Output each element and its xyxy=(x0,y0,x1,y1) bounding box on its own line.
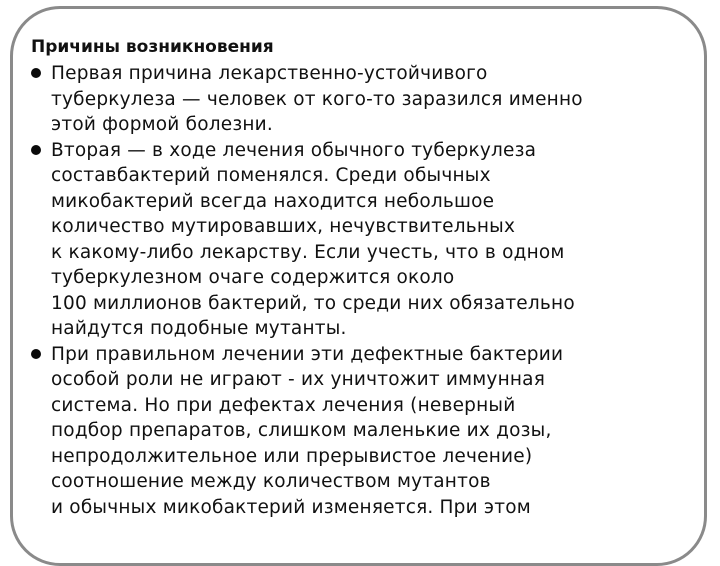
bullet-item-2 xyxy=(31,138,682,342)
bullet-line: Вторая — в ходе лечения обычного туберкулеза xyxy=(51,139,537,161)
bullet-line: составбактерий поменялся. Среди обычных xyxy=(51,165,491,186)
bullet-line: Первая причина лекарственно-устойчивого xyxy=(51,63,488,84)
bullet-line: 100 миллионов бактерий, то среди них обязательно xyxy=(51,292,575,314)
bullet-line: этой формой болезни. xyxy=(51,114,273,135)
bullet-item-3 xyxy=(31,342,682,521)
bullet-line: соотношение между количеством мутантов xyxy=(51,471,491,492)
bullet-item-1 xyxy=(31,61,682,138)
slide-card xyxy=(10,6,707,566)
bullet-list xyxy=(31,61,682,520)
bullet-dot-icon xyxy=(31,349,41,359)
bullet-line: найдутся подобные мутанты. xyxy=(51,318,347,339)
slide-heading: Причины возникновения xyxy=(31,37,274,57)
bullet-dot-icon xyxy=(31,68,41,78)
bullet-line: система. Но при дефектах лечения (неверный xyxy=(51,394,516,416)
bullet-line: особой роли не играют - их уничтожит иммунная xyxy=(51,369,546,390)
bullet-line: При правильном лечении эти дефектные бактерии xyxy=(51,343,564,365)
bullet-line: подбор препаратов, слишком маленькие их дозы, xyxy=(51,420,552,441)
bullet-line: количество мутировавших, нечувствительных xyxy=(51,216,516,237)
bullet-line: микобактерий всегда находится небольшое xyxy=(51,190,495,212)
bullet-line: туберкулеза — человек от кого-то заразился именно xyxy=(51,88,583,110)
bullet-line: туберкулезном очаге содержится около xyxy=(51,267,455,288)
bullet-line: непродолжительное или прерывистое лечение) xyxy=(51,445,533,467)
slide-content xyxy=(31,35,682,520)
bullet-dot-icon xyxy=(31,145,41,155)
bullet-line: и обычных микобактерий изменяется. При этом xyxy=(51,496,531,518)
bullet-line: к какому-либо лекарству. Если учесть, что в одном xyxy=(51,241,565,263)
